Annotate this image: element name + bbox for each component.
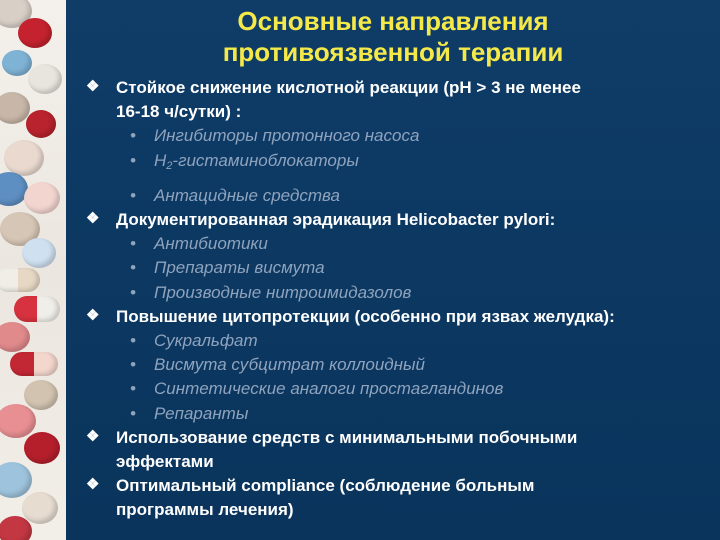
pill-graphic bbox=[18, 18, 52, 48]
capsule-graphic bbox=[10, 352, 58, 376]
sub-item-text: Препараты висмута bbox=[154, 258, 325, 278]
dot-bullet-icon: • bbox=[130, 403, 136, 423]
list-item bbox=[84, 208, 710, 232]
sub-item bbox=[84, 256, 710, 280]
capsule-graphic bbox=[14, 296, 60, 322]
sub-item bbox=[84, 353, 710, 377]
item-text: Повышение цитопротекции (особенно при язвах желудка): bbox=[116, 306, 615, 326]
pill-graphic bbox=[2, 50, 32, 76]
sub-item-text: H bbox=[154, 150, 167, 170]
item-text: эффектами bbox=[116, 452, 214, 472]
pill-graphic bbox=[26, 110, 56, 138]
diamond-bullet-icon: ❖ bbox=[86, 78, 100, 95]
item-text: Использование средств с минимальными побочными bbox=[116, 427, 578, 447]
pill-graphic bbox=[22, 238, 56, 268]
diamond-bullet-icon: ❖ bbox=[86, 476, 100, 494]
sub-item bbox=[84, 124, 710, 148]
pill-graphic bbox=[0, 92, 30, 124]
sub-item-text: -гистаминоблокаторы bbox=[172, 150, 359, 170]
dot-bullet-icon: • bbox=[130, 331, 136, 351]
item-text: программы лечения) bbox=[116, 500, 294, 520]
sub-item-text: Антацидные средства bbox=[154, 185, 340, 205]
sub-item bbox=[84, 184, 710, 208]
pill-graphic bbox=[24, 432, 60, 464]
diamond-bullet-icon: ❖ bbox=[86, 210, 100, 228]
item-text: Оптимальный compliance (соблюдение больным bbox=[116, 476, 535, 496]
list-item bbox=[84, 474, 710, 522]
item-text: 16-18 ч/сутки) : bbox=[116, 102, 242, 122]
item-text: Документированная эрадикация Helicobacter pylori: bbox=[116, 210, 556, 230]
pill-graphic bbox=[24, 182, 60, 214]
sub-item-text: Антибиотики bbox=[154, 234, 268, 254]
diamond-bullet-icon: ❖ bbox=[86, 427, 100, 445]
pill-graphic bbox=[4, 140, 44, 176]
pill-graphic bbox=[22, 492, 58, 524]
title-line-2: противоязвенной терапии bbox=[222, 37, 564, 67]
sub-item bbox=[84, 149, 710, 178]
pill-graphic bbox=[0, 516, 32, 540]
sub-item bbox=[84, 232, 710, 256]
dot-bullet-icon: • bbox=[130, 258, 136, 278]
subscript: 2 bbox=[166, 159, 173, 172]
diamond-bullet-icon: ❖ bbox=[86, 306, 100, 324]
list-item bbox=[84, 76, 710, 124]
sub-item-text: Синтетические аналоги простагландинов bbox=[154, 379, 504, 399]
dot-bullet-icon: • bbox=[130, 282, 136, 302]
list-item bbox=[84, 305, 710, 329]
sub-item bbox=[84, 377, 710, 401]
pill-graphic bbox=[0, 322, 30, 352]
pill-graphic bbox=[24, 380, 58, 410]
title-line-1: Основные направления bbox=[237, 6, 549, 36]
sub-item-text: Репаранты bbox=[154, 403, 249, 423]
dot-bullet-icon: • bbox=[130, 126, 136, 146]
sub-item-text: Ингибиторы протонного насоса bbox=[154, 126, 420, 146]
sub-item-text: Висмута субцитрат коллоидный bbox=[154, 355, 425, 375]
sub-item-text: Производные нитроимидазолов bbox=[154, 282, 412, 302]
sub-item bbox=[84, 329, 710, 353]
bullet-list bbox=[84, 76, 710, 523]
dot-bullet-icon: • bbox=[130, 355, 136, 375]
capsule-graphic bbox=[0, 268, 40, 292]
pill-graphic bbox=[0, 404, 36, 438]
pill-graphic bbox=[0, 462, 32, 498]
sub-item bbox=[84, 402, 710, 426]
item-text: Стойкое снижение кислотной реакции (pH > 3 не менее bbox=[116, 78, 581, 97]
dot-bullet-icon: • bbox=[130, 379, 136, 399]
sub-item bbox=[84, 281, 710, 305]
dot-bullet-icon: • bbox=[130, 150, 136, 170]
dot-bullet-icon: • bbox=[130, 185, 136, 205]
pills-image-strip bbox=[0, 0, 66, 540]
dot-bullet-icon: • bbox=[130, 234, 136, 254]
sub-item-text: Сукральфат bbox=[154, 331, 258, 351]
pill-graphic bbox=[28, 64, 62, 94]
list-item bbox=[84, 426, 710, 474]
slide-title bbox=[66, 6, 720, 68]
